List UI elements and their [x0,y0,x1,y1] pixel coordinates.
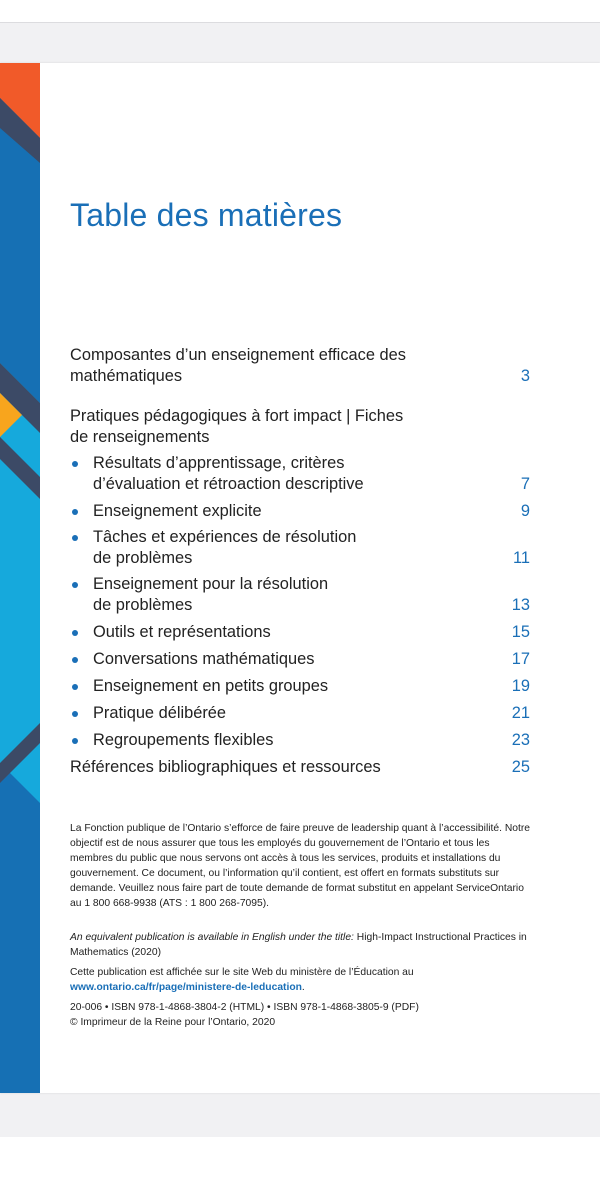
toc-page-number: 3 [520,367,530,385]
toc-entry-line: Pratiques pédagogiques à fort impact | Fiches [70,407,404,425]
toc-page-number: 21 [511,704,530,722]
toc-item-pratique-deliberee[interactable]: Pratique délibérée 21 [70,703,530,724]
bullet-icon [72,509,78,515]
posted-publication-note [70,965,535,995]
toc-entry-line: Tâches et expériences de résolution [93,528,357,546]
decorative-color-band [0,63,40,1093]
accessibility-statement: La Fonction publique de l’Ontario s’efforce de faire preuve de leadership quant à l’accessibilité. Notre objectif est de nous assurer que tous les employés du gouvernement de l’Ontario et tous les membres du public que nous servons ont accès à tous les services, produits et installations du gouvernement. Ce document, ou l’information qu’il contient, est offert en formats substituts sur demande. Veuillez nous faire part de toute demande de format substitut en appelant ServiceOntario au 1 800 668-9938 (ATS : 1 800 268-7095). [70,823,531,909]
toc-page-number: 11 [512,549,530,567]
bullet-icon [72,582,78,588]
toc-entry-line: mathématiques [70,367,183,385]
toc-item-resultats[interactable] [70,453,530,495]
bullet-icon [72,711,78,717]
toc-title: Table des matières [70,197,343,233]
bullet-icon [72,684,78,690]
toc-page-number: 13 [511,596,530,614]
toc-page-number: 9 [520,502,530,520]
bullet-icon [72,657,78,663]
viewer-top-bar [0,0,600,23]
toc-entry-line: Enseignement pour la résolution [93,575,329,593]
equivalent-publication-note [70,930,535,960]
toc-entry-line: de problèmes [93,549,193,567]
copyright-line: © Imprimeur de la Reine pour l’Ontario, 2020 [70,1017,276,1028]
bullet-icon [72,630,78,636]
bullet-icon [72,738,78,744]
toc-page-number: 15 [511,623,530,641]
posted-text: Cette publication est affichée sur le site Web du ministère de l’Éducation au [70,967,414,978]
toc-entry-line: Résultats d’apprentissage, critères [93,454,345,472]
ministry-link[interactable]: www.ontario.ca/fr/page/ministere-de-leducation [70,982,302,993]
bullet-icon [72,461,78,467]
toc-page-number: 19 [511,677,530,695]
bullet-icon [72,535,78,541]
toc-item-outils[interactable]: Outils et représentations 15 [70,622,530,643]
toc-entry-references[interactable]: Références bibliographiques et ressources 25 [70,758,530,776]
toc-page-number: 25 [511,758,530,776]
toc-page-number: 7 [520,475,530,493]
equivalent-italic: An equivalent publication is available in English under the title: [70,932,354,943]
document-page [0,63,600,1093]
toc-page-number: 17 [511,650,530,668]
toc-entry-pratiques[interactable] [70,406,530,448]
toc-entry-line: Composantes d’un enseignement efficace des [70,346,406,364]
toc-entry-line: de renseignements [70,428,210,446]
toc-item-enseignement-resolution[interactable] [70,574,530,616]
toc-entry-line: de problèmes [93,596,193,614]
toc-item-conversations[interactable]: Conversations mathématiques 17 [70,649,530,670]
equivalent-title: High-Impact Instructional Practices in Mathematics (2020) [70,932,527,958]
isbn-line: 20-006 • ISBN 978-1-4868-3804-2 (HTML) • ISBN 978-1-4868-3805-9 (PDF) [70,1002,419,1013]
viewer-bottom-bar [0,1137,600,1200]
posted-end: . [301,982,305,993]
table-of-contents [70,345,530,778]
toc-item-petits-groupes[interactable]: Enseignement en petits groupes 19 [70,676,530,697]
toc-page-number: 23 [511,731,530,749]
toc-item-regroupements[interactable]: Regroupements flexibles 23 [70,730,530,751]
toc-entry-composantes[interactable] [70,345,530,387]
toc-item-taches[interactable] [70,527,530,569]
toc-entry-line: d’évaluation et rétroaction descriptive [93,475,364,493]
toc-item-enseignement-explicite[interactable]: Enseignement explicite 9 [70,501,530,522]
